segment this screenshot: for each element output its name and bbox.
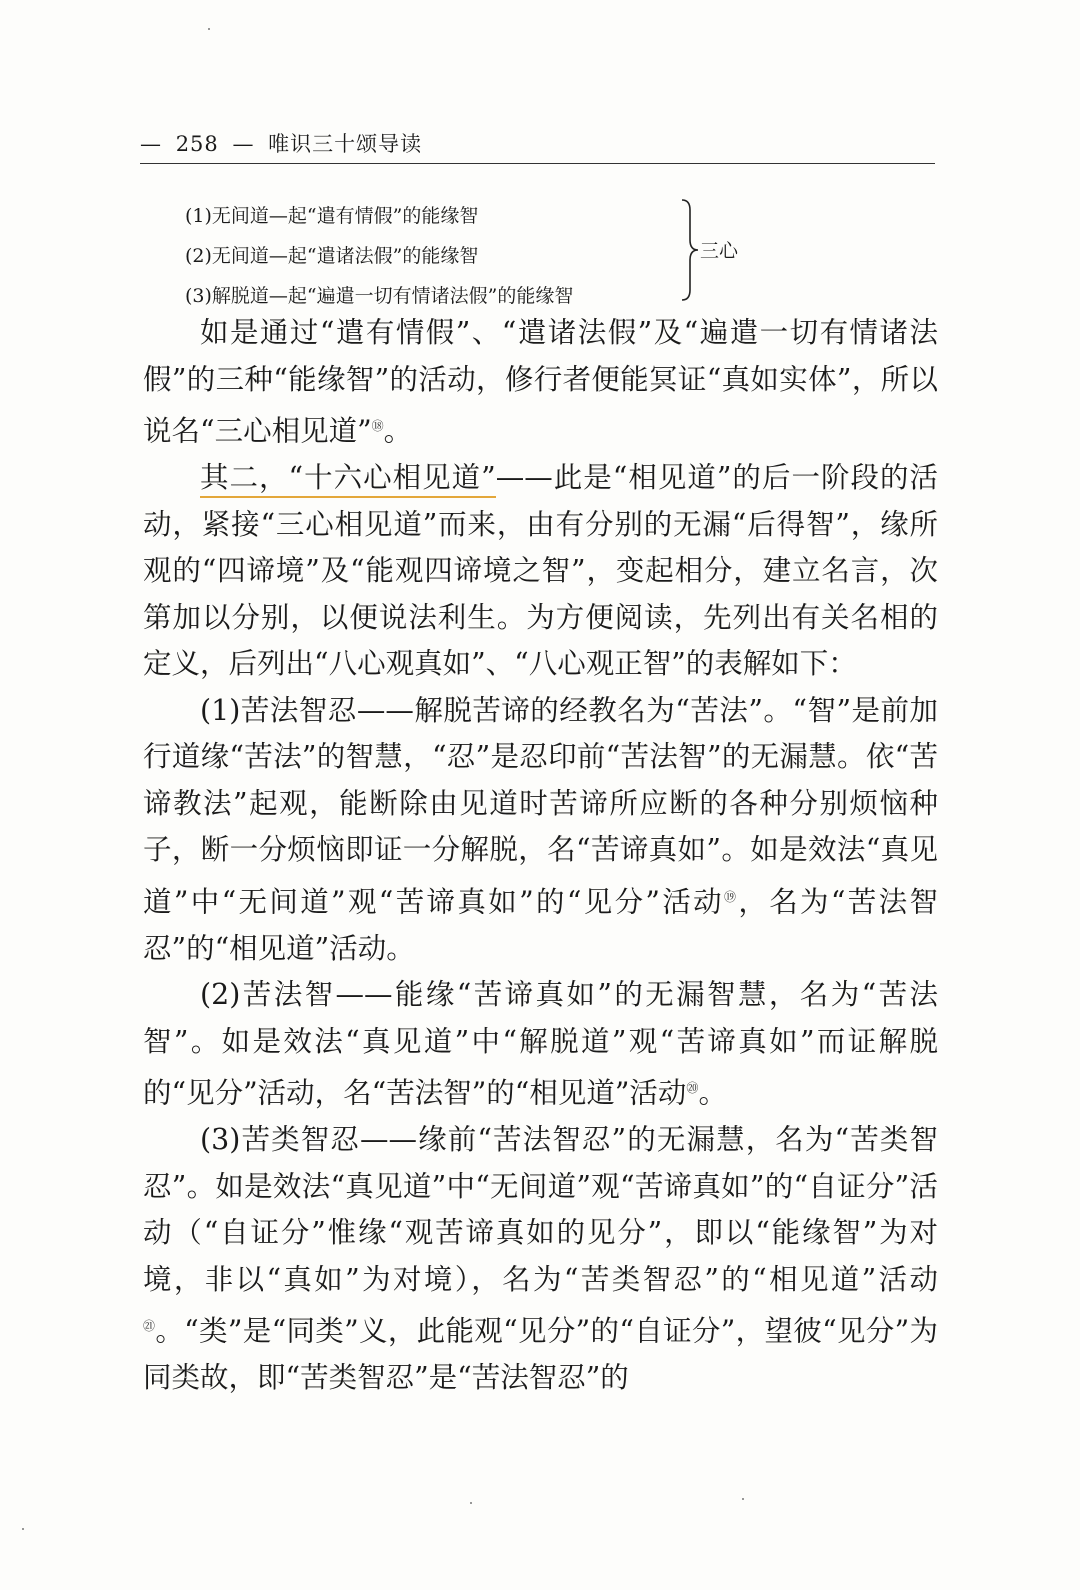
three-minds-item: (1)无间道—起“遣有情假”的能缘智 xyxy=(185,205,479,227)
three-minds-list xyxy=(185,196,705,316)
paragraph-text: 。“类”是“同类”义，此能观“见分”的“自证分”，望彼“见分”为同类故，即“苦类智忍”是“苦法智忍”的 xyxy=(143,1314,938,1394)
footnote-marker[interactable]: ㉑ xyxy=(143,1319,156,1333)
scan-speck xyxy=(22,1528,24,1530)
book-title: 唯识三十颂导读 xyxy=(268,132,423,156)
paragraph-text: (3)苦类智忍——缘前“苦法智忍”的无漏慧，名为“苦类智忍”。如是效法“真见道”中“无间道”观“苦谛真如”的“自证分”活动（“自证分”惟缘“观苦谛真如的见分”，即以“能缘智”为对境，非以“真如”为对境），名为“苦类智忍”的“相见道”活动 xyxy=(143,1123,938,1296)
right-brace-icon xyxy=(676,198,700,302)
scan-speck xyxy=(470,1502,472,1504)
footnote-marker[interactable]: ⑱ xyxy=(371,419,384,433)
scan-speck xyxy=(742,1498,744,1500)
paragraph xyxy=(143,455,938,688)
footnote-marker[interactable]: ⑳ xyxy=(686,1081,699,1095)
paragraph xyxy=(143,688,938,973)
paragraph xyxy=(143,972,938,1117)
brace-label: 三心 xyxy=(700,240,739,262)
three-minds-item: (3)解脱道—起“遍遣一切有情诸法假”的能缘智 xyxy=(185,285,574,307)
running-header xyxy=(140,128,940,162)
page-number: 258 xyxy=(175,132,219,156)
header-dash-left: — xyxy=(140,132,162,156)
scan-speck xyxy=(208,28,210,30)
paragraph-text: 。 xyxy=(383,414,413,448)
header-rule xyxy=(140,163,935,164)
paragraph-text: 。 xyxy=(698,1076,727,1110)
three-minds-item: (2)无间道—起“遣诸法假”的能缘智 xyxy=(185,245,479,267)
paragraph-text: (1)苦法智忍——解脱苦谛的经教名为“苦法”。“智”是前加行道缘“苦法”的智慧，“忍”是忍印前“苦法智”的无漏慧。依“苦谛教法”起观，能断除由见道时苦谛所应断的各种分别烦恼种子，断一分烦恼即证一分解脱，名“苦谛真如”。如是效法“真见道”中“无间道”观“苦谛真如”的“见分”活动 xyxy=(143,693,938,918)
paragraph xyxy=(143,1117,938,1402)
header-dash-right: — xyxy=(232,132,255,156)
paragraph-text: ——此是“相见道”的后一阶段的活动，紧接“三心相见道”而来，由有分别的无漏“后得智”，缘所观的“四谛境”及“能观四谛境之智”，变起相分，建立名言，次第加以分别，以便说法利生。为方便阅读，先列出有关名相的定义，后列出“八心观真如”、“八心观正智”的表解如下： xyxy=(143,461,938,680)
body-text xyxy=(143,310,938,1402)
paragraph xyxy=(143,310,938,455)
highlighted-heading: 其二，“十六心相见道” xyxy=(200,461,496,498)
paragraph-text: ，名为“苦法智忍”的“相见道”活动。 xyxy=(143,885,938,965)
paragraph-text: (2)苦法智——能缘“苦谛真如”的无漏智慧，名为“苦法智”。如是效法“真见道”中“解脱道”观“苦谛真如”而证解脱的“见分”活动，名“苦法智”的“相见道”活动 xyxy=(143,978,938,1110)
paragraph-text: 如是通过“遣有情假”、“遣诸法假”及“遍遣一切有情诸法假”的三种“能缘智”的活动，修行者便能冥证“真如实体”，所以说名“三心相见道” xyxy=(143,316,938,448)
footnote-marker[interactable]: ⑲ xyxy=(724,889,739,904)
